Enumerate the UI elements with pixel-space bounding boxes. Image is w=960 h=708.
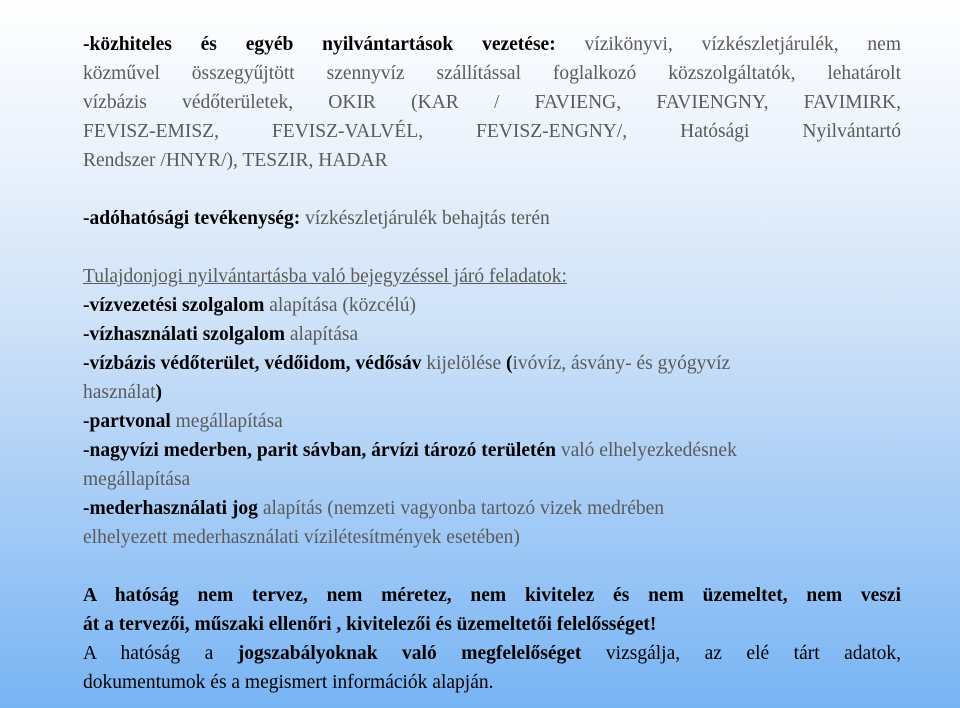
- ownership-item-6-bold: -mederhasználati jog: [83, 498, 258, 519]
- authority-scope-text-b: vizsgálja, az elé tárt adatok,: [581, 643, 901, 664]
- ownership-item-2-text: alapítása: [285, 324, 359, 345]
- ownership-item-3-cont: [83, 378, 901, 407]
- tax-authority-text: vízkészletjárulék behajtás terén: [300, 208, 550, 229]
- ownership-item-4: [83, 407, 901, 436]
- ownership-item-1-bold: -vízvezetési szolgalom: [83, 295, 265, 316]
- public-records-heading: -közhiteles és egyéb nyilvántartások vezetése:: [83, 34, 556, 55]
- tax-authority-heading: -adóhatósági tevékenység:: [83, 208, 301, 229]
- ownership-item-4-bold: -partvonal: [83, 411, 171, 432]
- authority-scope-line-1: [83, 639, 901, 668]
- ownership-item-3-text: kijelölése: [421, 353, 506, 374]
- ownership-item-3-bold: -vízbázis védőterület, védőidom, védősáv: [83, 353, 422, 374]
- ownership-item-1: [83, 291, 901, 320]
- public-records-line-4: FEVISZ-EMISZ, FEVISZ-VALVÉL, FEVISZ-ENGNY/, Hatósági Nyilvántartó: [83, 121, 901, 142]
- ownership-item-2-bold: -vízhasználati szolgalom: [83, 324, 286, 345]
- ownership-item-1-text: alapítása (közcélú): [264, 295, 416, 316]
- ownership-item-6-cont: elhelyezett mederhasználati vízilétesítmények esetében): [83, 527, 520, 548]
- authority-scope-line-2: dokumentumok és a megismert információk alapján.: [83, 672, 494, 693]
- authority-scope-text-a: A hatóság a: [83, 643, 238, 664]
- ownership-item-6: [83, 494, 901, 523]
- disclaimer-line-1: [83, 581, 901, 610]
- public-records-text: vízikönyvi, vízkészletjárulék, nem: [555, 34, 901, 55]
- ownership-item-3: [83, 349, 901, 378]
- disclaimer-line-2-text: át a tervezői, műszaki ellenőri , kivitelezői és üzemeltetői felelősséget!: [83, 614, 657, 635]
- ownership-item-5-text: való elhelyezkedésnek: [555, 440, 737, 461]
- ownership-item-3-line-2: használat: [83, 382, 156, 403]
- ownership-item-3-paren-open: (: [506, 353, 513, 374]
- ownership-item-3-text-2: ivóvíz, ásvány- és gyógyvíz: [512, 353, 731, 374]
- authority-scope-bold: jogszabályoknak való megfelelőséget: [237, 643, 582, 664]
- disclaimer-line-1-text: A hatóság nem tervez, nem méretez, nem kivitelez és nem üzemeltet, nem veszi: [83, 585, 901, 606]
- ownership-item-5-cont: megállapítása: [83, 469, 191, 490]
- slide-content: [83, 30, 901, 697]
- tax-authority-line: [83, 204, 901, 233]
- disclaimer-line-2: [83, 610, 901, 639]
- ownership-item-5: [83, 436, 901, 465]
- ownership-item-3-paren-close: ): [155, 382, 163, 403]
- ownership-item-4-text: megállapítása: [170, 411, 283, 432]
- ownership-item-5-bold: -nagyvízi mederben, parit sávban, árvízi tározó területén: [83, 440, 556, 461]
- public-records-line-2: közművel összegyűjtött szennyvíz szállítással foglalkozó közszolgáltatók, lehatárolt: [83, 63, 901, 84]
- ownership-item-2: [83, 320, 901, 349]
- public-records-line-5: Rendszer /HNYR/), TESZIR, HADAR: [83, 150, 388, 171]
- public-records-line-3: vízbázis védőterületek, OKIR (KAR / FAVIENG, FAVIENGNY, FAVIMIRK,: [83, 92, 901, 113]
- ownership-item-6-text: alapítás (nemzeti vagyonba tartozó vizek medrében: [257, 498, 665, 519]
- ownership-tasks-heading: Tulajdonjogi nyilvántartásba való bejegyzéssel járó feladatok:: [83, 266, 567, 287]
- public-records-line-1: [83, 30, 901, 59]
